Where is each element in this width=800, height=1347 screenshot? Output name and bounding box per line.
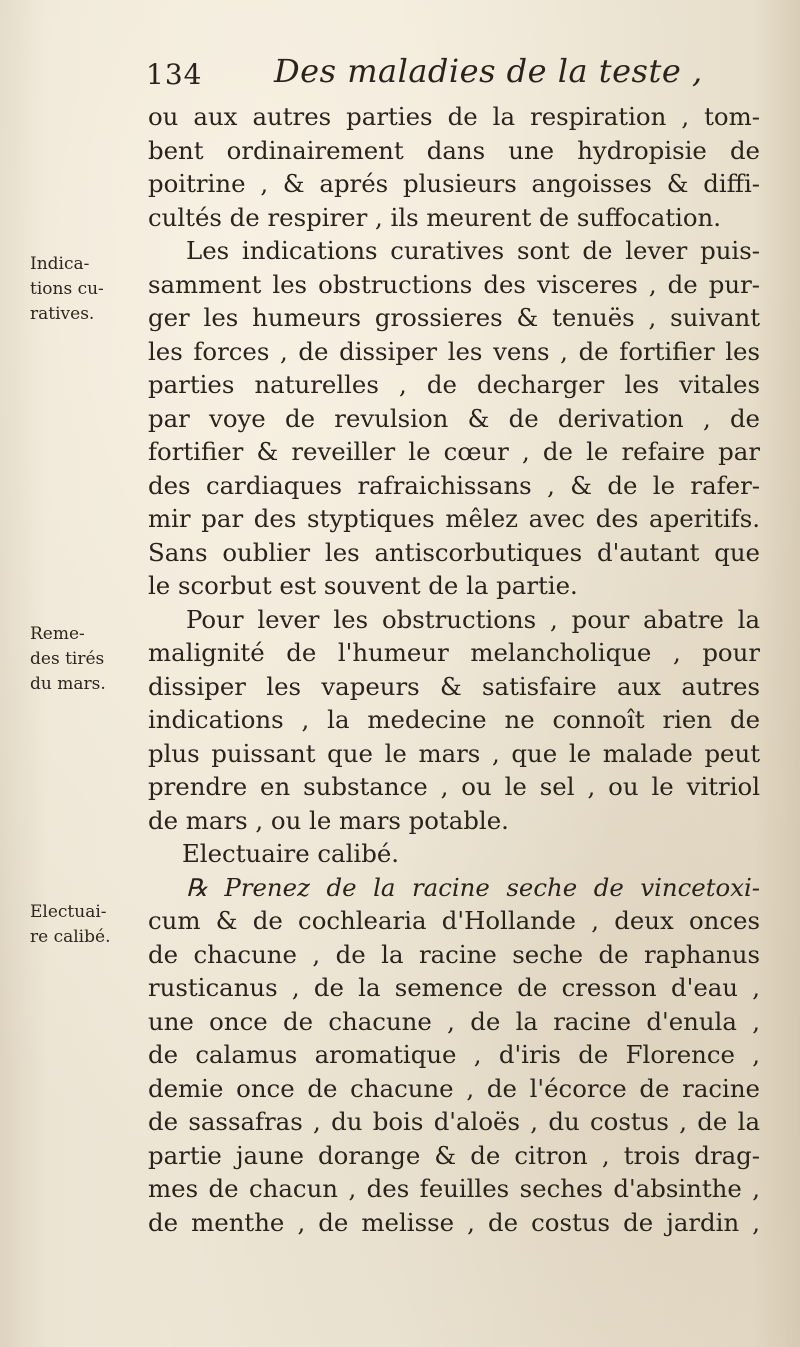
- text-line: parties naturelles , de decharger les vitales: [148, 370, 760, 399]
- text-line: prendre en substance , ou le sel , ou le vitriol: [148, 772, 760, 801]
- margin-note-line: ratives.: [30, 304, 95, 324]
- text-line: poitrine , & aprés plusieurs angoisses & diffi-: [148, 169, 760, 198]
- text-line: de sassafras , du bois d'aloës , du costus , de la: [148, 1107, 760, 1136]
- text-line: des cardiaques rafraichissans , & de le rafer-: [148, 470, 760, 500]
- text-line: rusticanus , de la semence de cresson d'eau ,: [148, 973, 760, 1002]
- margin-note-line: Electuai-: [30, 902, 107, 922]
- text-line: une once de chacune , de la racine d'enula ,: [148, 1006, 760, 1036]
- text-line: par voye de revulsion & de derivation , de: [148, 403, 760, 433]
- margin-note-remedes: [30, 622, 142, 697]
- text-line: de chacune , de la racine seche de raphanus: [148, 939, 760, 969]
- margin-note-line: tions cu-: [30, 279, 104, 299]
- text-line: Les indications curatives sont de lever puis-: [186, 236, 760, 265]
- text-line: mes de chacun , des feuilles seches d'absinthe ,: [148, 1174, 760, 1203]
- margin-note-line: du mars.: [30, 674, 106, 694]
- body-text: [148, 100, 760, 1239]
- running-title: Des maladies de la teste ,: [274, 52, 703, 90]
- text-line: dissiper les vapeurs & satisfaire aux autres: [148, 671, 760, 701]
- text-line: de menthe , de melisse , de costus de jardin ,: [148, 1207, 760, 1237]
- text-line: de calamus aromatique , d'iris de Florence ,: [148, 1040, 760, 1069]
- text-line: partie jaune dorange & de citron , trois drag-: [148, 1140, 760, 1170]
- text-line: plus puissant que le mars , que le malade peut: [148, 738, 760, 768]
- margin-note-indications: [30, 252, 142, 327]
- text-line: mir par des styptiques mêlez avec des aperitifs.: [148, 504, 760, 533]
- margin-note-electuaire: [30, 900, 142, 950]
- text-line: malignité de l'humeur melancholique , pour: [148, 638, 760, 667]
- margin-note-line: re calibé.: [30, 927, 111, 947]
- text-line: ℞ Prenez de la racine seche de vincetoxi-: [186, 872, 760, 902]
- margin-note-line: des tirés: [30, 649, 105, 669]
- margin-note-line: Indica-: [30, 254, 90, 274]
- text-line: samment les obstructions des visceres , de pur-: [148, 269, 760, 299]
- section-heading: Electuaire calibé.: [182, 839, 400, 868]
- text-line: cum & de cochlearia d'Hollande , deux onces: [148, 906, 760, 935]
- text-line: indications , la medecine ne connoît rien de: [148, 705, 760, 734]
- text-line: de mars , ou le mars potable.: [148, 805, 509, 835]
- text-line: les forces , de dissiper les vens , de fortifier les: [148, 336, 760, 366]
- text-line: demie once de chacune , de l'écorce de racine: [148, 1073, 760, 1103]
- text-line: cultés de respirer , ils meurent de suffocation.: [148, 202, 722, 232]
- text-line: bent ordinairement dans une hydropisie de: [148, 135, 760, 165]
- text-line: fortifier & reveiller le cœur , de le refaire par: [148, 437, 760, 466]
- page-header: [146, 52, 706, 96]
- text-line: Sans oublier les antiscorbutiques d'autant que: [148, 537, 760, 567]
- page-number: 134: [146, 58, 203, 91]
- margin-note-line: Reme-: [30, 624, 85, 644]
- text-line: ou aux autres parties de la respiration , tom-: [148, 102, 760, 131]
- text-line: ger les humeurs grossieres & tenuës , suivant: [148, 303, 760, 332]
- text-line: le scorbut est souvent de la partie.: [148, 571, 578, 600]
- text-line: Pour lever les obstructions , pour abatre la: [186, 604, 760, 634]
